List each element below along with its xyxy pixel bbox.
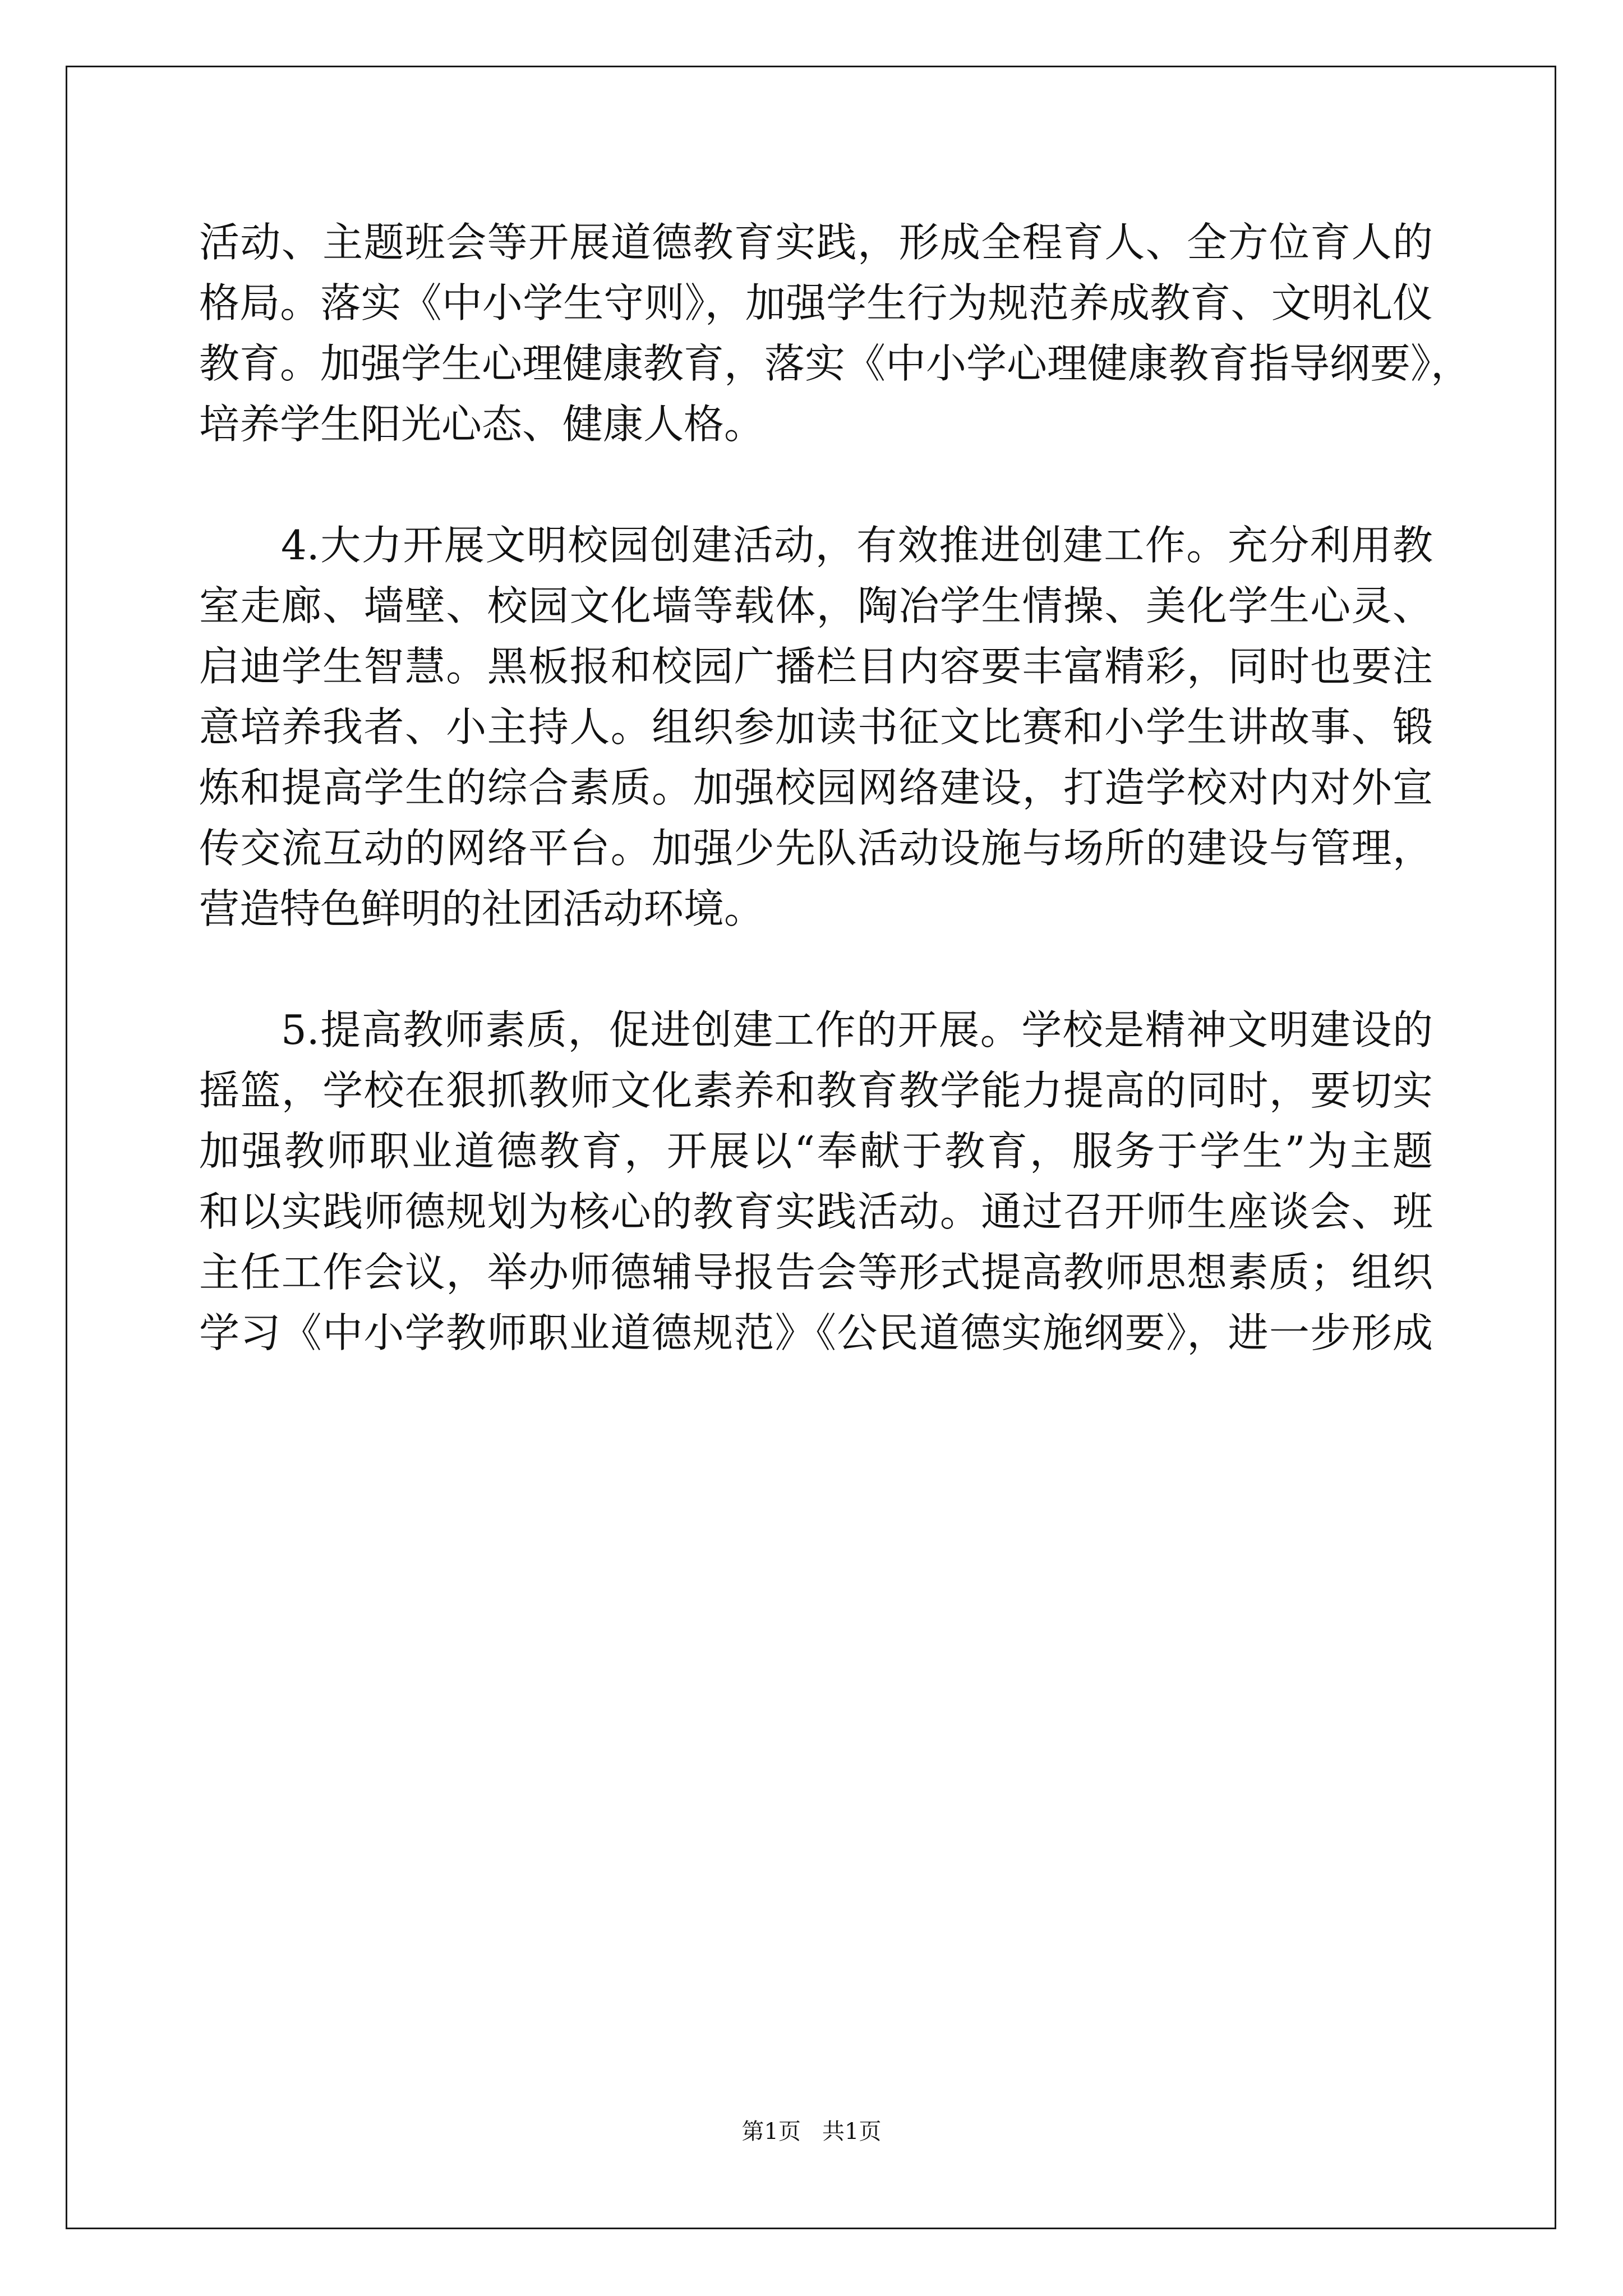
page-number: 第1页 <box>741 2119 801 2145</box>
text-line: 和以实践师德规划为核心的教育实践活动。通过召开师生座谈会、班 <box>199 1188 1433 1235</box>
text-line: 活动、主题班会等开展道德教育实践，形成全程育人、全方位育人的 <box>199 219 1433 266</box>
text-line: 炼和提高学生的综合素质。加强校园网络建设，打造学校对内对外宣 <box>199 764 1433 811</box>
text-line: 加强教师职业道德教育，开展以“奉献于教育，服务于学生”为主题 <box>199 1128 1433 1175</box>
text-line: 5.提高教师素质，促进创建工作的开展。学校是精神文明建设的 <box>281 1006 1433 1053</box>
text-line: 传交流互动的网络平台。加强少先队活动设施与场所的建设与管理， <box>199 825 1433 872</box>
text-line: 营造特色鲜明的社团活动环境。 <box>199 885 765 932</box>
document-body <box>199 212 1472 1363</box>
text-line: 学习《中小学教师职业道德规范》《公民道德实施纲要》，进一步形成 <box>199 1309 1433 1356</box>
text-line: 意培养我者、小主持人。组织参加读书征文比赛和小学生讲故事、锻 <box>199 703 1433 751</box>
text-line: 格局。落实《中小学生守则》，加强学生行为规范养成教育、文明礼仪 <box>199 279 1433 326</box>
page-footer <box>0 2115 1623 2148</box>
text-line: 摇篮，学校在狠抓教师文化素养和教育教学能力提高的同时，要切实 <box>199 1067 1433 1114</box>
text-line: 主任工作会议，举办师德辅导报告会等形式提高教师思想素质；组织 <box>199 1249 1433 1296</box>
text-line: 培养学生阳光心态、健康人格。 <box>199 401 765 448</box>
text-line: 4.大力开展文明校园创建活动，有效推进创建工作。充分利用教 <box>281 522 1433 569</box>
text-line: 室走廊、墙壁、校园文化墙等载体，陶冶学生情操、美化学生心灵、 <box>199 582 1433 629</box>
page-total: 共1页 <box>822 2119 882 2145</box>
text-line: 启迪学生智慧。黑板报和校园广播栏目内容要丰富精彩，同时也要注 <box>199 643 1433 690</box>
text-line: 教育。加强学生心理健康教育，落实《中小学心理健康教育指导纲要》， <box>199 340 1472 387</box>
